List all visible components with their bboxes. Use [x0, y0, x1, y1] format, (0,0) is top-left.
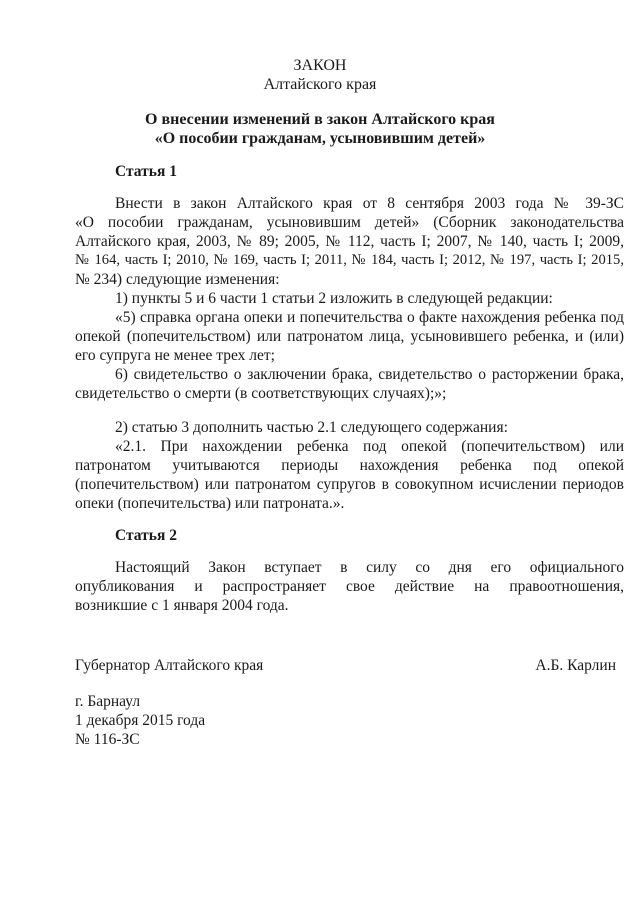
article-1-line: патронатом учитываются периоды нахождения ребенка под опекой — [75, 457, 624, 474]
article-1-line: (попечительством) или патронатом супругов в совокупном исчислении периодов — [75, 476, 624, 493]
article-2-line: Настоящий Закон вступает в силу со дня его официального — [115, 559, 624, 576]
article-1-line: 2) статью 3 дополнить частью 2.1 следующего содержания: — [115, 419, 508, 436]
law-number: № 116-ЗС — [75, 731, 140, 748]
article-1-line: «О пособии гражданам, усыновившим детей» (Сборник законодательства — [75, 214, 624, 231]
governor-name: А.Б. Карлин — [535, 657, 616, 674]
article-1-line: 6) свидетельство о заключении брака, свидетельство о расторжении брака, — [115, 366, 624, 383]
article-2-line: опубликования и распространяет свое действие на правоотношения, — [75, 578, 624, 595]
article-1-line: Алтайского края, 2003, № 89; 2005, № 112, часть I; 2007, № 140, часть I; 2009, — [75, 233, 624, 250]
law-region: Алтайского края — [263, 76, 377, 93]
article-1-line: Внести в закон Алтайского края от 8 сентября 2003 года № 39-ЗС — [115, 195, 624, 212]
signing-date: 1 декабря 2015 года — [75, 712, 206, 729]
article-1-line: 1) пункты 5 и 6 части 1 статьи 2 изложить в следующей редакции: — [115, 290, 553, 307]
article-1-heading: Статья 1 — [115, 163, 177, 180]
article-1-line: свидетельство о смерти (в соответствующих случаях);»; — [75, 385, 447, 402]
article-2-heading: Статья 2 — [115, 527, 177, 544]
law-title-line-1: О внесении изменений в закон Алтайского края — [145, 111, 495, 128]
article-1-line: его супруга не менее трех лет; — [75, 347, 275, 364]
law-doc-type: ЗАКОН — [293, 57, 347, 74]
article-1-line: № 234) следующие изменения: — [75, 271, 280, 288]
law-title-line-2: «О пособии гражданам, усыновившим детей» — [154, 130, 486, 147]
article-2-line: возникшие с 1 января 2004 года. — [75, 597, 289, 614]
signing-city: г. Барнаул — [75, 693, 141, 710]
article-1-line: «5) справка органа опеки и попечительства о факте нахождения ребенка под — [115, 309, 624, 326]
article-1-line: № 164, часть I; 2010, № 169, часть I; 2011, № 184, часть I; 2012, № 197, часть I; 2015, — [75, 252, 624, 268]
article-1-line: опекой (попечительством) или патронатом лица, усыновившего ребенка, и (или) — [75, 328, 624, 345]
article-1-line: опеки (попечительства) или патроната.». — [75, 495, 345, 512]
governor-position: Губернатор Алтайского края — [75, 657, 264, 674]
article-1-line: «2.1. При нахождении ребенка под опекой (попечительством) или — [115, 438, 624, 455]
